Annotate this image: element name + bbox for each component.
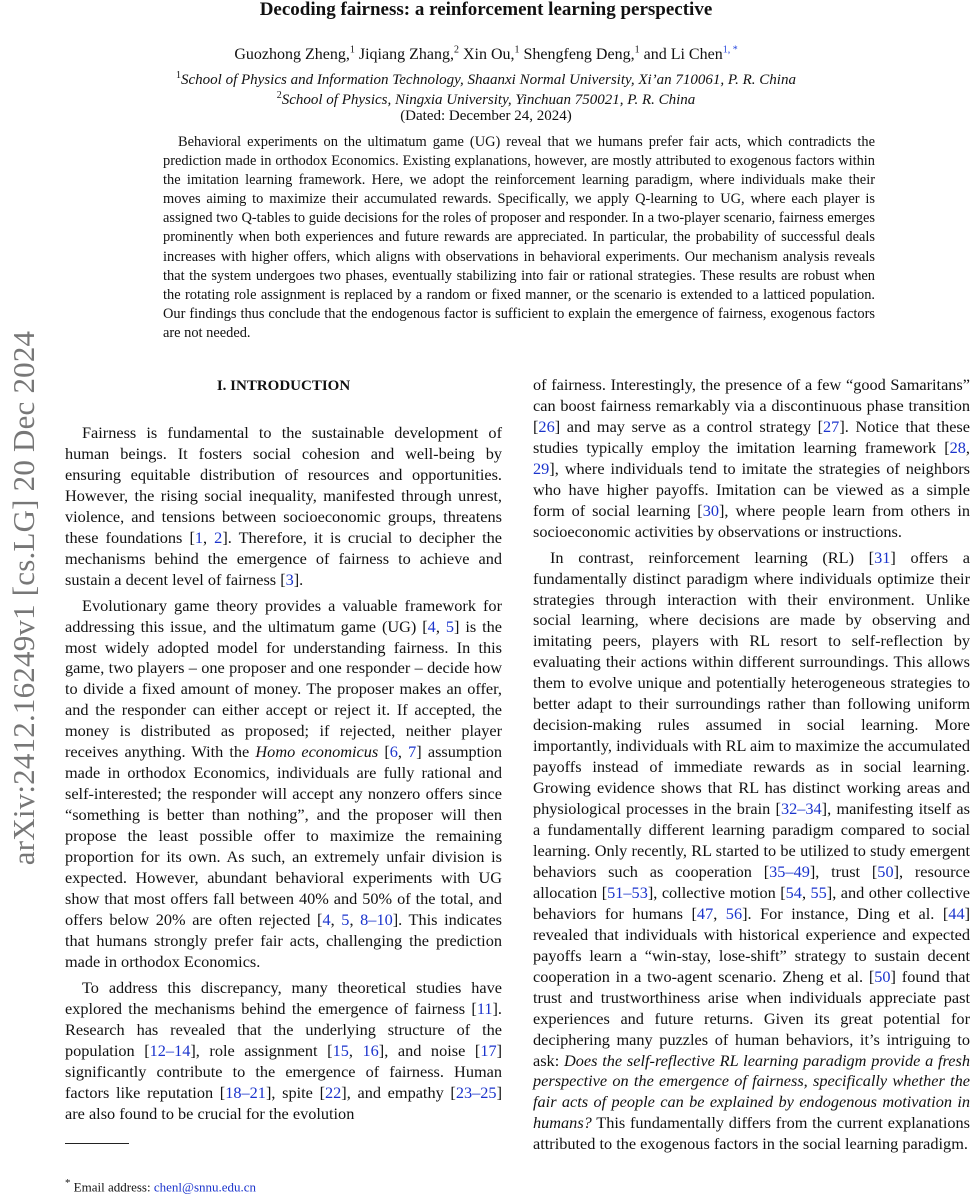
body-text: ], and noise [ (378, 1040, 481, 1060)
citation-link[interactable]: 27 (823, 416, 840, 436)
author-5: and Li Chen$^{1, *}$ (643, 45, 738, 64)
citation-link[interactable]: 23–25 (455, 1082, 497, 1102)
body-text: , (397, 742, 409, 762)
body-text: , (435, 616, 446, 636)
body-text: ] significantly contribute to the emergence of fairness. Human factors like reputation [ (65, 1040, 503, 1102)
citation-link[interactable]: 11 (476, 998, 493, 1018)
body-text: ]. This indicates that humans strongly prefer fair acts, challenging the prediction made in orthodox Economics. (65, 909, 503, 971)
corresponding-author-mark[interactable]: 1, * (722, 45, 738, 56)
italic-text: Homo economicus (255, 742, 379, 762)
citation-link[interactable]: 4 (322, 909, 331, 929)
body-text: This fundamentally differs from the current explanations attributed to the exogenous factors in the social learning paradigm. (533, 1113, 970, 1154)
body-text: In contrast, reinforcement learning (RL) [ (550, 547, 875, 567)
affiliation-1: $^1$School of Physics and Information Technology, Shaanxi Normal University, Xi’an 710061, P. R. China (176, 70, 796, 88)
affiliation-2: $^2$School of Physics, Ningxia University, Yinchuan 750021, P. R. China (276, 90, 696, 108)
left-column (65, 423, 502, 1129)
body-text: ]. For instance, Ding et al. [ (742, 903, 949, 923)
body-text: , (330, 909, 342, 929)
citation-link[interactable]: 12–14 (149, 1040, 191, 1060)
citation-link[interactable]: 3 (285, 569, 294, 589)
citation-link[interactable]: 8–10 (360, 909, 393, 929)
body-text: of fairness. Interestingly, the presence of a few “good Samaritans” can boost fairness remarkably via a discontinuous phase transition [ (533, 375, 970, 436)
body-text: ] assumption made in orthodox Economics, individuals are fully rational and self-interested; the responder will accept any nonzero offers since “something is better than nothing”, and the proposer will then propose the least possible offer to maximize the remaining proportion for its own. As such, an extremely unfair division is expected. However, abundant behavioral experiments with UG show that most offers fall between 40% and 50% of the total, and offers below 20% are often rejected [ (65, 742, 503, 929)
citation-link[interactable]: 6 (389, 742, 398, 762)
citation-link[interactable]: 54 (785, 882, 802, 902)
footnote-rule (65, 1143, 129, 1144)
email-link[interactable]: chenl@snnu.edu.cn (153, 1179, 257, 1195)
citation-link[interactable]: 18–21 (225, 1082, 266, 1102)
body-text: [ (378, 742, 390, 762)
citation-link[interactable]: 26 (538, 416, 555, 436)
citation-link[interactable]: 15 (332, 1040, 349, 1060)
body-text: ], role assignment [ (190, 1040, 333, 1060)
section-heading-introduction: I. INTRODUCTION (216, 378, 351, 394)
paragraph (533, 375, 970, 543)
author-list (0, 42, 972, 64)
citation-link[interactable]: 47 (696, 903, 714, 923)
citation-link[interactable]: 22 (325, 1082, 342, 1102)
citation-link[interactable]: 5 (341, 909, 350, 929)
footnote-label: Email address: (73, 1179, 154, 1195)
citation-link[interactable]: 17 (480, 1040, 497, 1060)
body-text: ], where individuals tend to imitate the strategies of neighbors who have higher payoffs. Imitation can be viewed as a simple form of social learning [ (533, 458, 970, 520)
paragraph (65, 978, 502, 1125)
citation-link[interactable]: 2 (214, 527, 223, 547)
body-text: ], manifesting itself as a fundamentally different learning paradigm compared to social learning. Only recently, RL started to be utilized to study emergent behaviors such as cooperation [ (533, 799, 970, 881)
arxiv-stamp: arXiv:2412.16249v1 [cs.LG] 20 Dec 2024 (6, 330, 41, 866)
citation-link[interactable]: 50 (877, 861, 894, 881)
citation-link[interactable]: 56 (725, 903, 743, 923)
author-3: Xin Ou,$^1$ (462, 45, 520, 64)
body-text: ] revealed that individuals with historical experience and expected payoffs learn a “win-stay, lose-shift” strategy to sustain decent cooperation in a two-agent scenario. Zheng et al. [ (533, 903, 970, 986)
body-text: ], spite [ (265, 1082, 325, 1102)
body-text: , (965, 437, 970, 457)
citation-link[interactable]: 31 (874, 547, 891, 567)
citation-link[interactable]: 29 (533, 458, 550, 478)
body-text: Fairness is fundamental to the sustainable development of human beings. It fosters social cohesion and well-being by ensuring equitable distribution of resources and opportunities. However, the rising social inequality, manifested through unrest, violence, and tensions between socioeconomic groups, threatens these foundations [ (65, 423, 502, 547)
citation-link[interactable]: 28 (949, 437, 966, 457)
italic-text: Does the self-reflective RL learning paradigm provide a fresh perspective on the emergence of fairness, specifically whether the fair acts of people can be explained by endogenous motivation in humans? (533, 1050, 970, 1133)
body-text: ], and other collective behaviors for humans [ (533, 882, 971, 923)
body-text: , (203, 527, 215, 547)
body-text: , (713, 903, 726, 923)
footnote: * Email address: chenl@snnu.edu.cn (65, 1177, 257, 1195)
body-text: , (349, 909, 361, 929)
paragraph (533, 548, 970, 1156)
paragraph (65, 423, 502, 591)
citation-link[interactable]: 44 (948, 903, 965, 923)
body-text: ]. (293, 569, 304, 589)
citation-link[interactable]: 30 (702, 500, 720, 520)
body-text: ] are also found to be crucial for the evolution (65, 1082, 502, 1123)
body-text: ], trust [ (809, 861, 878, 881)
body-text: ] found that trust and trustworthiness arise when individuals appreciate past experiences and future returns. Given its great potential for deciphering many puzzles of human behaviors, it’s intriguing to ask: (533, 966, 970, 1070)
citation-link[interactable]: 7 (408, 742, 417, 762)
citation-link[interactable]: 4 (427, 616, 436, 636)
author-1: Guozhong Zheng,$^1$ (234, 45, 355, 64)
citation-link[interactable]: 5 (445, 616, 454, 636)
dated-line: (Dated: December 24, 2024) (400, 108, 572, 124)
citation-link[interactable]: 55 (810, 882, 827, 902)
citation-link[interactable]: 32–34 (780, 799, 822, 819)
citation-link[interactable]: 1 (194, 527, 204, 547)
right-column (533, 375, 970, 1160)
body-text: ]. Therefore, it is crucial to decipher the mechanisms behind the emergence of fairness to achieve and sustain a decent level of fairness [ (65, 527, 503, 589)
citation-link[interactable]: 50 (874, 966, 891, 986)
body-text: ] is the most widely adopted model for understanding fairness. In this game, two players – one proposer and one responder – decide how to divide a fixed amount of money. The proposer makes an offer, and the responder can either accept or reject it. If accepted, the money is distributed as proposed; if rejected, neither player receives anything. With the (65, 616, 503, 762)
author-4: Shengfeng Deng,$^1$ (523, 45, 640, 64)
body-text: Evolutionary game theory provides a valuable framework for addressing this issue, and the ultimatum game (UG) [ (65, 595, 502, 636)
body-text: ]. Research has revealed that the underlying structure of the population [ (65, 998, 502, 1060)
body-text: ], resource allocation [ (533, 861, 971, 902)
citation-link[interactable]: 35–49 (769, 861, 810, 881)
body-text: ], and empathy [ (341, 1082, 456, 1102)
body-text: ] offers a fundamentally distinct paradigm where individuals optimize their strategies through interaction with their environment. Unlike social learning, where decisions are made by observing and imitating peers, players with RL resort to self-reflection by evaluating their actions within different surroundings. This allows them to evolve unique and potentially heterogeneous strategies to better adapt to their surroundings rather than following uniform decision-making rules assumed in social learning. More importantly, individuals with RL aim to maximize the accumulated payoffs instead of immediate rewards as in social learning. Growing evidence shows that RL has distinct working areas and physiological processes in the brain [ (533, 547, 970, 819)
body-text: , (801, 882, 811, 902)
body-text: ], collective motion [ (647, 882, 786, 902)
body-text: To address this discrepancy, many theoretical studies have explored the mechanisms behind the emergence of fairness [ (65, 977, 502, 1018)
body-text: ] and may serve as a control strategy [ (554, 416, 824, 436)
paper-title: Decoding fairness: a reinforcement learning perspective (259, 0, 713, 20)
paragraph (65, 596, 502, 973)
body-text: ]. Notice that these studies typically employ the imitation learning framework [ (533, 416, 970, 457)
citation-link[interactable]: 51–53 (607, 882, 648, 902)
citation-link[interactable]: 16 (362, 1040, 379, 1060)
body-text: , (348, 1040, 363, 1060)
body-text: ], where people learn from others in socioeconomic activities by observations or instructions. (533, 500, 970, 541)
author-2: Jiqiang Zhang,$^2$ (358, 45, 459, 64)
abstract: Behavioral experiments on the ultimatum game (UG) reveal that we humans prefer fair acts, which contradicts the prediction made in orthodox Economics. Existing explanations, however, are mostly attributed to exogenous factors within the imitation learning framework. Here, we adopt the reinforcement learning paradigm, where individuals make their moves aiming to maximize their accumulated rewards. Specifically, we apply Q-learning to UG, where each player is assigned two Q-tables to guide decisions for the roles of proposer and responder. In a two-player scenario, fairness emerges prominently when both experiences and future rewards are appreciated. In particular, the probability of successful deals increases with higher offers, which aligns with observations in behavioral experiments. Our mechanism analysis reveals that the system undergoes two phases, eventually stabilizing into fair or rational strategies. These results are robust when the rotating role assignment is replaced by a random or fixed manner, or the scenario is extended to a latticed population. Our findings thus conclude that the endogenous factor is sufficient to explain the emergence of fairness, exogenous factors are not needed. (163, 134, 875, 341)
